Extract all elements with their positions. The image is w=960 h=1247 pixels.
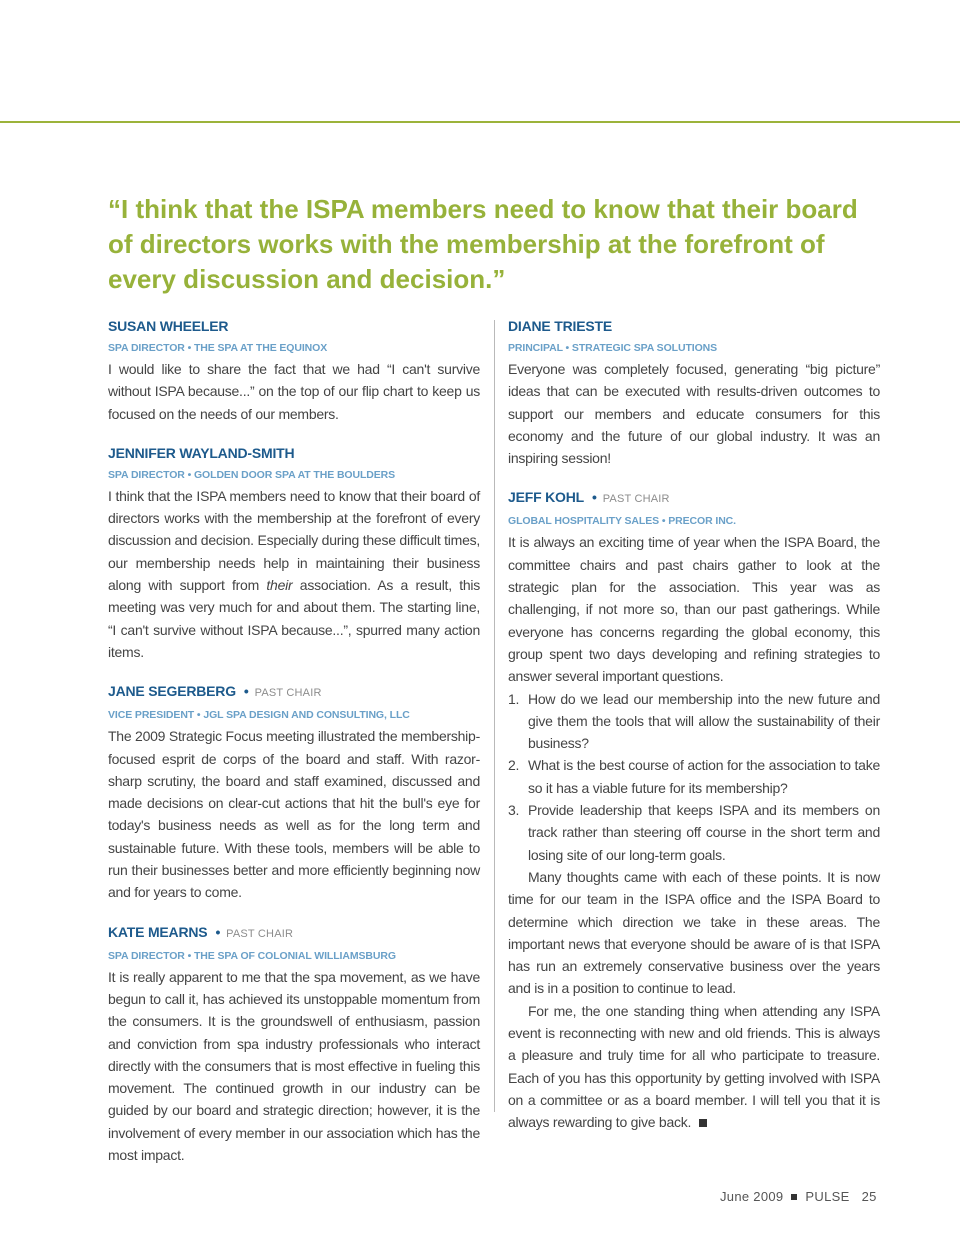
person-affiliation: GLOBAL HOSPITALITY SALES • PRECOR INC. bbox=[508, 515, 736, 528]
footer-date: June 2009 bbox=[720, 1189, 784, 1204]
entry-jeff-kohl bbox=[508, 489, 880, 1133]
person-name: JENNIFER WAYLAND-SMITH bbox=[108, 444, 295, 461]
person-affiliation: SPA DIRECTOR • THE SPA AT THE EQUINOX bbox=[108, 342, 328, 354]
entry-body: The 2009 Strategic Focus meeting illustrated the membership-focused esprit de corps of the board and staff. With razor-sharp scrutiny, the board and staff examined, discussed and made decisions on clear-cut actions that hit the bull's eye for today's business needs as well as for the long term and sustainable future. With these tools, members will be able to run their businesses better and more efficiently beginning now and for years to come. bbox=[108, 728, 480, 901]
list-item: 1. How do we lead our membership into the new future and give them the tools that will allow the sustainability of their business? bbox=[508, 690, 880, 752]
square-bullet-icon bbox=[791, 1194, 797, 1200]
person-name: DIANE TRIESTE bbox=[508, 318, 612, 334]
person-affiliation: SPA DIRECTOR • GOLDEN DOOR SPA AT THE BOULDERS bbox=[108, 468, 396, 481]
list-item: 2. What is the best course of action for the association to take so it has a viable future for its membership? bbox=[508, 757, 880, 796]
entry-jennifer-wayland-smith bbox=[108, 445, 480, 663]
end-mark-icon bbox=[699, 1119, 707, 1127]
entry-body: It is really apparent to me that the spa movement, as we have begun to call it, has achieved its unstoppable momentum from the consumers. It is the groundswell of enthusiasm, passion and conviction from spa industry professionals who interact directly with the consumers that is most effective in fueling this movement. The continued growth in our industry can be guided by our board and strategic direction; however, it is the involvement of every member in our association which has the most impact. bbox=[108, 968, 480, 1164]
entry-jane-segerberg bbox=[108, 683, 480, 903]
person-affiliation: PRINCIPAL • STRATEGIC SPA SOLUTIONS bbox=[508, 342, 718, 354]
page-footer bbox=[720, 1189, 882, 1204]
person-affiliation: VICE PRESIDENT • JGL SPA DESIGN AND CONSULTING, LLC bbox=[108, 709, 410, 722]
left-column bbox=[108, 318, 480, 1186]
entry-susan-wheeler bbox=[108, 318, 480, 425]
entry-paragraph: For me, the one standing thing when attending any ISPA event is reconnecting with new and old friends. This is always a pleasure and truly time for all who participate to treasure. Each of you has this opportunity by getting involved with ISPA on a committee or as a board member. I will tell you that it is always rewarding to give back. bbox=[508, 1002, 880, 1131]
entry-body: It is always an exciting time of year when the ISPA Board, the committee chairs and past chairs gather to look at the strategic plan for the association. This year was as challenging, if not more so, than our past gatherings. While everyone has concerns regarding the global economy, this group spent two days developing and refining strategies to answer several important questions. bbox=[508, 534, 880, 685]
person-role: PAST CHAIR bbox=[226, 927, 294, 940]
entry-kate-mearns bbox=[108, 924, 480, 1167]
person-name: JANE SEGERBERG • PAST CHAIR bbox=[108, 683, 322, 700]
person-role: PAST CHAIR bbox=[602, 493, 670, 506]
person-name: JEFF KOHL • PAST CHAIR bbox=[508, 489, 670, 506]
column-divider bbox=[494, 320, 495, 1112]
entry-body: I think that the ISPA members need to know that their board of directors works with the membership at the forefront of every discussion and decision. Especially during these difficult times, our membership needs help in maintaining their business along with support from their association. As a result, this meeting was very much for and about them. The starting line, “I can't survive without ISPA because...”, spurred many action items. bbox=[108, 487, 481, 660]
pull-quote: “I think that the ISPA members need to know that their board of directors works with the membership at the forefront of every discussion and decision.” bbox=[108, 194, 858, 294]
entry-diane-trieste bbox=[508, 318, 880, 469]
footer-publication: PULSE bbox=[805, 1189, 850, 1204]
entry-body: Everyone was completely focused, generating “big picture” ideas that can be executed with results-driven outcomes to support our members and educate consumers for this economy and the future of our global industry. It was an inspiring session! bbox=[508, 361, 880, 467]
entry-paragraph: Many thoughts came with each of these points. It is now time for our team in the ISPA office and the ISPA Board to determine which direction we take in these areas. The important news that everyone should be aware of is that ISPA has run an extremely conservative business over the years and is in a position to continue to lead. bbox=[508, 868, 880, 997]
person-name: KATE MEARNS • PAST CHAIR bbox=[108, 923, 294, 940]
entry-body: I would like to share the fact that we had “I can't survive without ISPA because...” on the top of our flip chart to keep us focused on the needs of our members. bbox=[108, 361, 480, 422]
list-item: 3. Provide leadership that keeps ISPA and its members on track rather than steering off course in the short term and losing site of our long-term goals. bbox=[508, 802, 880, 863]
person-affiliation: SPA DIRECTOR • THE SPA OF COLONIAL WILLIAMSBURG bbox=[108, 949, 396, 962]
top-rule bbox=[0, 121, 960, 123]
right-column bbox=[508, 318, 880, 1154]
questions-list bbox=[508, 688, 880, 866]
person-name: SUSAN WHEELER bbox=[108, 318, 229, 334]
page-number: 25 bbox=[861, 1189, 877, 1204]
person-role: PAST CHAIR bbox=[254, 687, 322, 700]
